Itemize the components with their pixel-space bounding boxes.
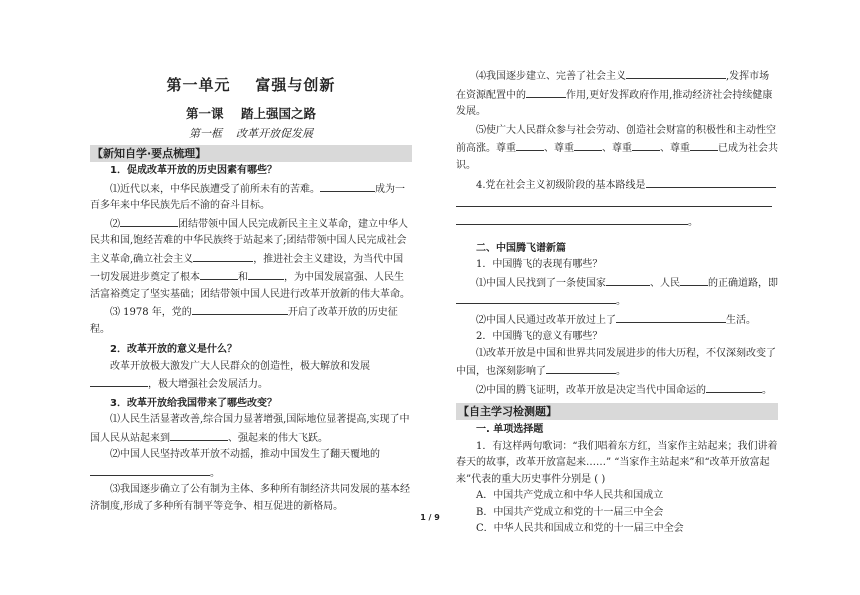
text: 4.党在社会主义初级阶段的基本路线是 bbox=[476, 180, 646, 191]
q1-paragraph-1 bbox=[90, 180, 412, 215]
q1-paragraph-2 bbox=[90, 215, 412, 304]
q3-paragraph-2 bbox=[90, 447, 412, 482]
blank[interactable] bbox=[170, 429, 228, 441]
blank[interactable] bbox=[90, 464, 210, 476]
text: 。 bbox=[616, 366, 626, 377]
blank[interactable] bbox=[120, 215, 178, 227]
option-a[interactable]: A．中国共产党成立和中华人民共和国成立 bbox=[476, 490, 664, 501]
blank[interactable] bbox=[606, 274, 650, 286]
r-paragraph-4 bbox=[456, 67, 778, 121]
mc-question-1: 1．有这样两句歌词：“我们唱着东方红，当家作主站起来；我们讲着春天的故事，改革开放富起来……” “当家作主站起来”和“改革开放富起来”代表的重大历史事件分别是 ( ) bbox=[456, 440, 778, 485]
blank[interactable] bbox=[526, 86, 566, 98]
blank[interactable] bbox=[320, 180, 375, 192]
text: ⑵中国人民坚持改革开放不动摇，推动中国发生了翻天覆地的 bbox=[110, 449, 380, 460]
page-number: 1 / 9 bbox=[420, 513, 440, 522]
text: ⑴人民生活显著改善,综合国力显著增强,国际地位显著提高,实现了中国人民从站起来到 bbox=[90, 414, 410, 444]
text: 、尊重 bbox=[544, 143, 574, 154]
option-b[interactable]: B．中国共产党成立和党的十一届三中全会 bbox=[476, 506, 664, 518]
text: ，极大增强社会发展活力。 bbox=[148, 379, 268, 390]
text: ⑴近代以来，中华民族遭受了前所未有的苦难。 bbox=[110, 183, 320, 195]
text: 。 bbox=[616, 296, 626, 307]
q4-answer-line-2 bbox=[456, 213, 778, 232]
text: 、人民 bbox=[650, 277, 680, 289]
left-column bbox=[90, 145, 412, 515]
section-title: 第一框 改革开放促发展 bbox=[189, 127, 313, 140]
blank[interactable] bbox=[193, 250, 253, 262]
question-4 bbox=[456, 176, 778, 195]
q3-paragraph-1 bbox=[90, 412, 412, 447]
text: 生活。 bbox=[726, 314, 756, 326]
section-header-knowledge: 【新知自学·要点梳理】 bbox=[90, 145, 412, 162]
text: 已成为社会共识。 bbox=[456, 143, 778, 171]
q1-paragraph-3 bbox=[90, 303, 412, 338]
blank[interactable] bbox=[248, 268, 284, 280]
lesson-title: 第一课 踏上强国之路 bbox=[186, 106, 316, 121]
text: 。 bbox=[688, 217, 698, 228]
q2-answer bbox=[90, 359, 412, 394]
s2-q1-paragraph-1 bbox=[456, 274, 778, 311]
text: 作用,更好发挥政府作用,推动经济社会持续健康发展。 bbox=[456, 89, 773, 117]
text: ⑶ 1978 年，党的 bbox=[110, 307, 192, 318]
s2-q1-paragraph-2 bbox=[456, 311, 778, 330]
multiple-choice-title: 一. 单项选择题 bbox=[476, 424, 544, 435]
r-paragraph-5 bbox=[456, 123, 778, 175]
question-3: 3．改革开放给我国带来了哪些改变？ bbox=[110, 397, 277, 409]
s2-q2-paragraph-1 bbox=[456, 346, 778, 381]
text: ⑵ bbox=[110, 218, 120, 230]
blank[interactable] bbox=[516, 139, 544, 151]
text: ，为中国发展富强、人民生活富裕奠定了坚实基础；团结带领中国人民进行改革开放新的伟大革命。 bbox=[90, 272, 410, 300]
text: ⑷我国逐步建立、完善了社会主义 bbox=[476, 71, 626, 82]
s2-question-1: 1．中国腾飞的表现有哪些？ bbox=[476, 259, 603, 270]
unit-title: 第一单元 富强与创新 bbox=[166, 76, 336, 94]
text: 开启了改革开放的历史征程。 bbox=[90, 307, 398, 335]
s2-q2-paragraph-2 bbox=[456, 381, 778, 400]
text: 、尊重 bbox=[602, 143, 632, 154]
blank[interactable] bbox=[192, 303, 288, 315]
question-1: 1．促成改革开放的历史因素有哪些？ bbox=[110, 165, 277, 176]
text: 的正确道路，即 bbox=[708, 277, 778, 289]
blank[interactable] bbox=[574, 139, 602, 151]
blank[interactable] bbox=[456, 292, 616, 304]
blank[interactable] bbox=[646, 176, 776, 188]
blank[interactable] bbox=[706, 381, 762, 393]
q3-paragraph-3: ⑶我国逐步确立了公有制为主体、多种所有制经济共同发展的基本经济制度,形成了多种所有制平等竞争、相互促进的新格局。 bbox=[90, 484, 410, 512]
blank[interactable] bbox=[616, 311, 726, 323]
option-c[interactable]: C．中华人民共和国成立和党的十一届三中全会 bbox=[476, 523, 684, 534]
text: ⑵中国人民通过改革开放过上了 bbox=[476, 314, 616, 326]
text: 、强起来的伟大飞跃。 bbox=[228, 432, 328, 444]
blank[interactable] bbox=[90, 375, 148, 387]
right-column bbox=[456, 67, 778, 538]
text: 团结带领中国人民完成新民主主义革命，建立中华人民共和国,饱经苦难的中华民族终于站起来了;团结带领中国人民完成社会主义革命,确立社会主义 bbox=[90, 218, 408, 265]
s2-question-2: 2．中国腾飞的意义有哪些？ bbox=[476, 331, 603, 342]
blank[interactable] bbox=[680, 274, 708, 286]
blank[interactable] bbox=[632, 139, 660, 151]
section-2-title: 二、中国腾飞谱新篇 bbox=[476, 242, 566, 254]
blank[interactable] bbox=[546, 362, 616, 374]
q4-answer-line bbox=[456, 195, 778, 214]
blank[interactable] bbox=[456, 195, 772, 207]
text: ，推进社会主义建设，为当代中国一切发展进步奠定了根本 bbox=[90, 253, 404, 283]
text: ⑸使广大人民群众参与社会劳动、创造社会财富的积极性和主动性空前高涨。尊重 bbox=[456, 124, 776, 154]
text: 成为一百多年来中华民族先后不渝的奋斗目标。 bbox=[90, 183, 405, 211]
blank[interactable] bbox=[200, 268, 238, 280]
text: 。 bbox=[210, 467, 220, 479]
text: 和 bbox=[238, 272, 248, 283]
text: ,发挥市场在资源配置中的 bbox=[456, 71, 770, 101]
blank[interactable] bbox=[456, 213, 688, 225]
text: 。 bbox=[762, 384, 772, 396]
text: ⑴改革开放是中国和世界共同发展进步的伟大历程，不仅深刻改变了中国，也深刻影响了 bbox=[456, 347, 776, 377]
text: ⑴中国人民找到了一条使国家 bbox=[476, 277, 606, 289]
blank[interactable] bbox=[690, 139, 718, 151]
text: 、尊重 bbox=[660, 143, 690, 154]
blank[interactable] bbox=[626, 67, 726, 79]
question-2: 2．改革开放的意义是什么？ bbox=[110, 344, 237, 355]
text: ⑵中国的腾飞证明，改革开放是决定当代中国命运的 bbox=[476, 384, 706, 396]
section-header-selftest: 【自主学习检测题】 bbox=[456, 403, 778, 420]
text: 改革开放极大激发广大人民群众的创造性，极大解放和发展 bbox=[110, 360, 370, 372]
